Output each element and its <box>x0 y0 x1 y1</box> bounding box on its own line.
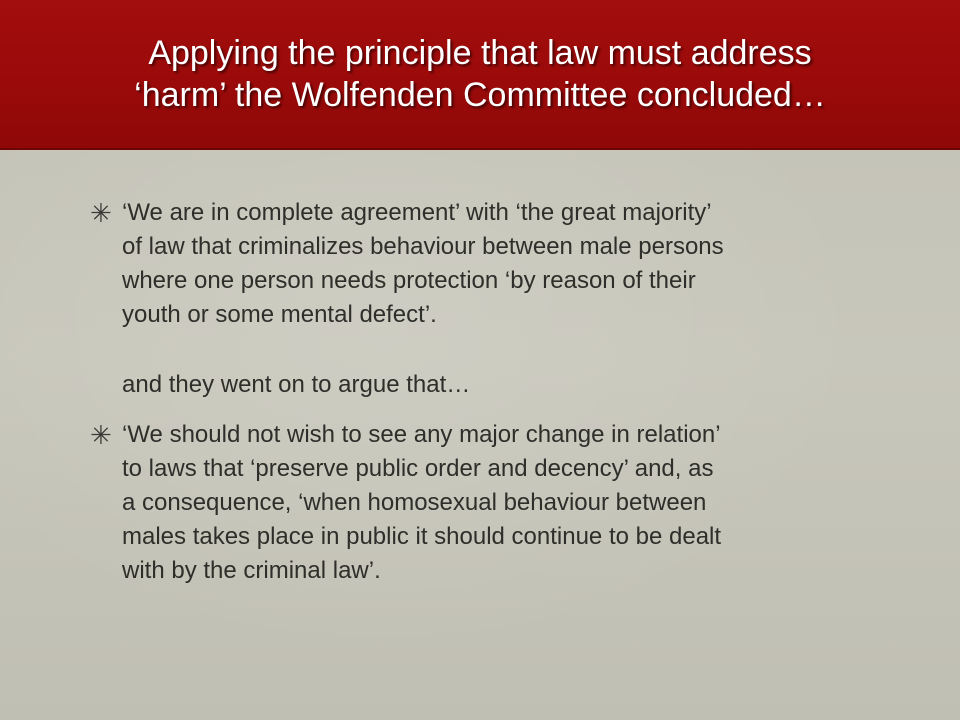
bullet-text <box>122 196 890 332</box>
bullet-line: males takes place in public it should continue to be dealt <box>122 523 722 550</box>
slide-title <box>0 32 960 116</box>
slide-title-line: Applying the principle that law must address <box>148 34 812 72</box>
bullet-line: of law that criminalizes behaviour between male persons <box>122 233 724 260</box>
asterisk-bullet-icon: ✳ <box>90 198 112 228</box>
bullet-item <box>90 418 890 588</box>
bullet-line: a consequence, ‘when homosexual behaviour between <box>122 489 707 516</box>
bullet-item <box>90 196 890 332</box>
bullet-line: ‘We are in complete agreement’ with ‘the great majority’ <box>122 199 712 226</box>
bullet-line: with by the criminal law’. <box>122 557 381 584</box>
asterisk-bullet-icon: ✳ <box>90 420 112 450</box>
bullet-line: youth or some mental defect’. <box>122 301 437 328</box>
title-bar <box>0 0 960 150</box>
slide-body <box>90 196 890 588</box>
bullet-text <box>122 418 890 588</box>
bullet-line: where one person needs protection ‘by reason of their <box>122 267 696 294</box>
bullet-line: ‘We should not wish to see any major change in relation’ <box>122 421 721 448</box>
interlude-text: and they went on to argue that… <box>122 371 471 398</box>
bullet-line: to laws that ‘preserve public order and decency’ and, as <box>122 455 714 482</box>
slide-title-line: ‘harm’ the Wolfenden Committee concluded… <box>134 76 826 114</box>
